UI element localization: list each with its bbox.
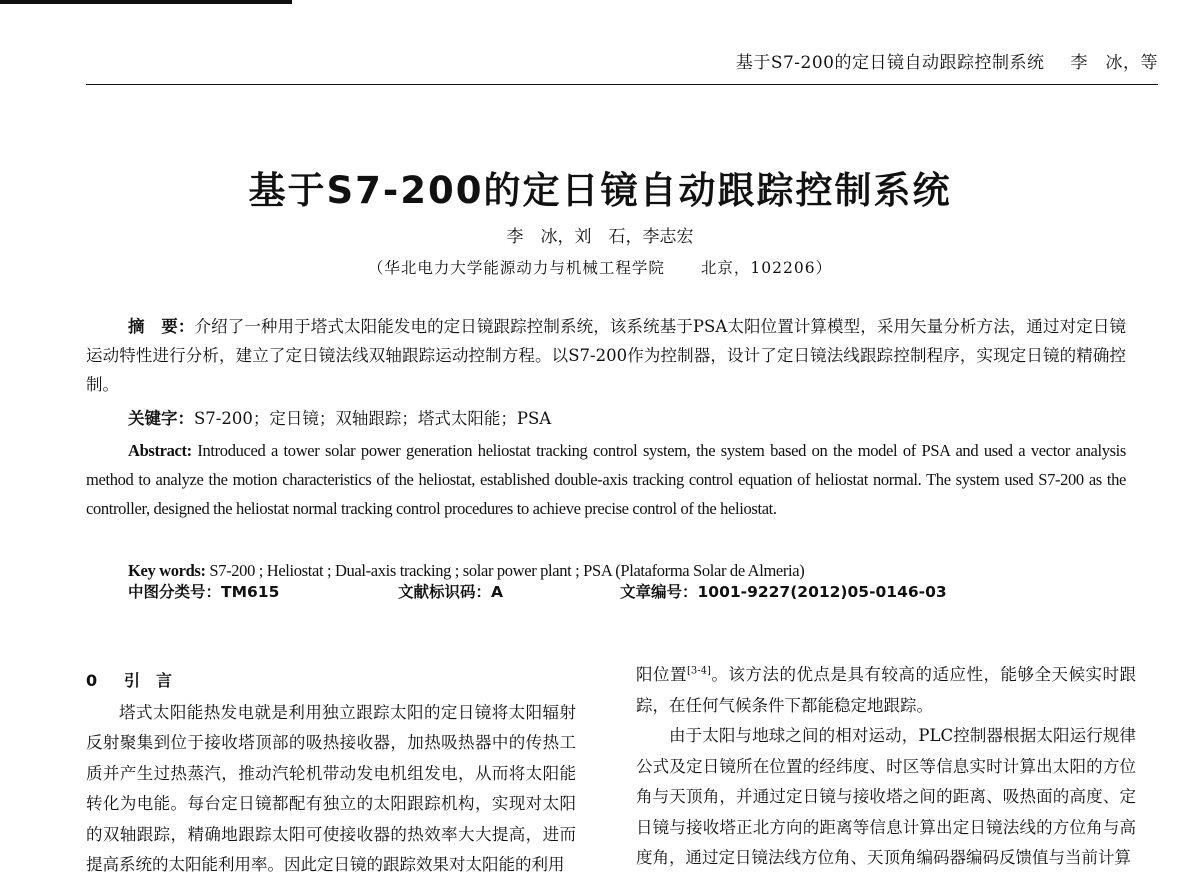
running-header-title: 基于S7-200的定日镜自动跟踪控制系统 bbox=[735, 53, 1045, 73]
running-header bbox=[736, 48, 1158, 73]
keywords-english-text: S7-200 ; Heliostat ; Dual-axis tracking ; solar power plant ; PSA (Plataforma Solar de Almeria) bbox=[209, 561, 805, 580]
abstract-english-text: Introduced a tower solar power generation heliostat tracking control system, the system based on the model of PSA and used a vector analysis method to analyze the motion characteristics of the heliostat, established double-axis tracking control equation of heliostat normal. The system used S7-200 as the controller, designed the heliostat normal tracking control procedures to achieve precise control of the heliostat. bbox=[86, 441, 1126, 518]
affiliation-city: 北京，102206） bbox=[700, 259, 833, 277]
abstract-english-label: Abstract: bbox=[128, 441, 192, 460]
affiliation-institution: （华北电力大学能源动力与机械工程学院 bbox=[367, 259, 665, 277]
citation-ref: [3-4] bbox=[687, 665, 711, 677]
left-column bbox=[86, 666, 576, 881]
document-code: 文献标识码：A bbox=[398, 583, 503, 601]
abstract-english bbox=[86, 436, 1126, 523]
keywords-english-label: Key words: bbox=[128, 561, 206, 580]
paper-authors: 李 冰，刘 石，李志宏 bbox=[506, 227, 694, 247]
abstract-chinese bbox=[86, 312, 1126, 399]
classification-row bbox=[86, 578, 1168, 607]
clc-number: 中图分类号：TM615 bbox=[128, 583, 280, 601]
right-paragraph-continued bbox=[636, 660, 1136, 721]
right-column bbox=[636, 660, 1136, 874]
introduction-paragraph: 塔式太阳能热发电就是利用独立跟踪太阳的定日镜将太阳辐射反射聚集到位于接收塔顶部的吸热接收器，加热吸热器中的传热工质并产生过热蒸汽，推动汽轮机带动发电机组发电，从而将太阳能转化为电能。每台定日镜都配有独立的太阳跟踪机构，实现对太阳的双轴跟踪，精确地跟踪太阳可使接收器的热效率大大提高，进而提高系统的太阳能利用率。因此定日镜的跟踪效果对太阳能的利用 bbox=[86, 702, 576, 874]
top-edge-rule bbox=[0, 0, 292, 4]
abstract-chinese-text: 介绍了一种用于塔式太阳能发电的定日镜跟踪控制系统，该系统基于PSA太阳位置计算模型，采用矢量分析方法，通过对定日镜运动特性进行分析，建立了定日镜法线双轴跟踪运动控制方程。以S7-200作为控制器，设计了定日镜法线跟踪控制程序，实现定日镜的精确控制。 bbox=[86, 317, 1127, 394]
keywords-chinese bbox=[86, 404, 1168, 433]
header-rule bbox=[86, 84, 1158, 85]
article-number: 文章编号：1001-9227(2012)05-0146-03 bbox=[620, 583, 947, 601]
running-header-authors: 李 冰，等 bbox=[1070, 53, 1158, 73]
keywords-chinese-text: S7-200；定日镜；双轴跟踪；塔式太阳能；PSA bbox=[194, 409, 552, 428]
paper-title: 基于S7-200的定日镜自动跟踪控制系统 bbox=[248, 169, 952, 212]
section-title: 引 言 bbox=[124, 671, 173, 690]
abstract-chinese-label: 摘 要： bbox=[128, 317, 195, 336]
right-paragraph-2: 由于太阳与地球之间的相对运动，PLC控制器根据太阳运行规律公式及定日镜所在位置的经纬度、时区等信息实时计算出太阳的方位角与天顶角，并通过定日镜与接收塔之间的距离、吸热面的高度、定日镜与接收塔正北方向的距离等信息计算出定日镜法线的方位角与高度角，通过定日镜法线方位角、天顶角编码器编码反馈值与当前计算 bbox=[636, 726, 1136, 867]
keywords-chinese-label: 关键字： bbox=[128, 409, 194, 428]
section-number: 0 bbox=[86, 671, 98, 690]
right-para-start: 阳位置 bbox=[636, 665, 688, 684]
paper-affiliation bbox=[0, 256, 1200, 278]
section-heading-introduction bbox=[86, 666, 576, 697]
right-para-rest: 。该方法的优点是具有较高的适应性，能够全天候实时跟踪，在任何气候条件下都能稳定地跟踪。 bbox=[636, 665, 1137, 715]
